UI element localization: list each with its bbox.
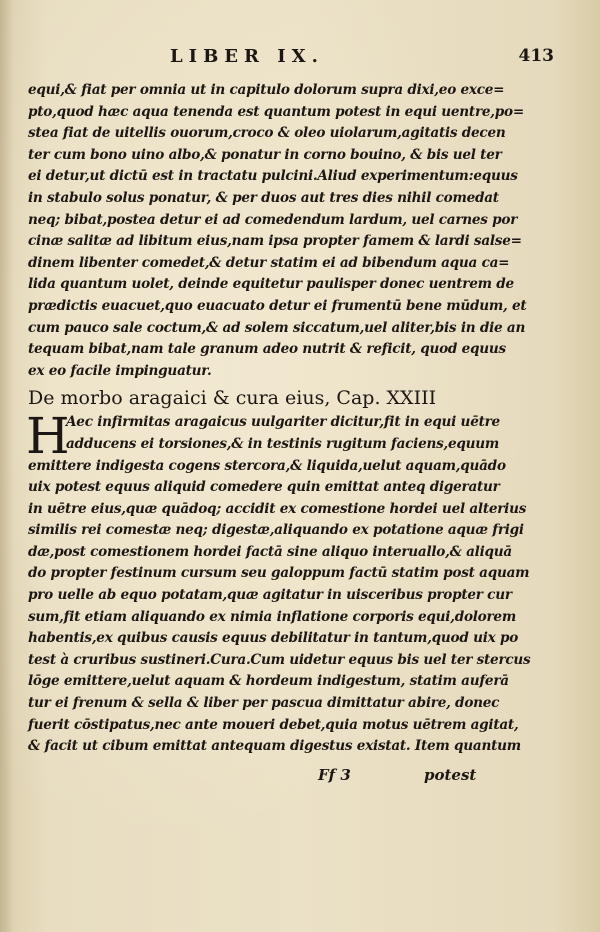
text-line: uix potest equus aliquid comedere quin emittat anteq digeratur (28, 479, 500, 496)
text-line: prædictis euacuet,quo euacuato detur ei frumentū bene mūdum, et (28, 297, 527, 314)
page-number: 413 (518, 46, 554, 66)
text-line: lida quantum uolet, deinde equitetur paulisper donec uentrem de (28, 276, 514, 293)
text-line: fuerit cōstipatus,nec ante moueri debet,quia motus uētrem agitat, (28, 716, 519, 733)
paragraph-1 (28, 80, 527, 382)
text-line: dæ,post comestionem hordei factā sine aliquo interuallo,& aliquā (28, 543, 512, 560)
text-line: in stabulo solus ponatur, & per duos aut tres dies nihil comedat (28, 189, 499, 206)
text-line: ex eo facile impinguatur. (28, 362, 212, 379)
text-line: equi,& fiat per omnia ut in capitulo dolorum supra dixi,eo exce= (28, 82, 505, 98)
body-text (26, 80, 531, 758)
text-line: in uētre eius,quæ quādoq; accidit ex comestione hordei uel alterius (28, 500, 527, 517)
text-line: pro uelle ab equo potatam,quæ agitatur in uisceribus propter cur (28, 587, 512, 604)
text-line: adducens ei torsiones,& in testinis rugitum faciens,equum (66, 435, 500, 452)
drop-cap: H (26, 407, 70, 466)
paragraph-2 (26, 407, 531, 758)
text-line: Aec infirmitas aragaicus uulgariter dicitur,fit in equi uētre (66, 414, 500, 431)
text-line: emittere indigesta cogens stercora,& liquida,uelut aquam,quādo (28, 457, 506, 474)
spine-shadow (0, 0, 14, 932)
text-line: ei detur,ut dictū est in tractatu pulcini.Aliud experimentum:equus (28, 168, 518, 185)
text-line: ter cum bono uino albo,& ponatur in corno bouino, & bis uel ter (28, 146, 502, 163)
text-line: dinem libenter comedet,& detur statim ei ad bibendum aqua ca= (28, 254, 510, 271)
text-line: similis rei comestæ neq; digestæ,aliquando ex potatione aquæ frigi (28, 522, 524, 539)
text-line: tequam bibat,nam tale granum adeo nutrit & reficit, quod equus (28, 341, 506, 358)
page-footer (318, 766, 477, 788)
text-line: tur ei frenum & sella & liber per pascua dimittatur abire, donec (28, 695, 500, 712)
catchword: potest (424, 766, 477, 784)
signature-mark: Ff 3 (318, 766, 351, 784)
text-line: sum,fit etiam aliquando ex nimia inflatione corporis equi,dolorem (28, 608, 516, 625)
running-title: LIBER IX. (170, 46, 324, 67)
chapter-heading: De morbo aragaici & cura eius, Cap. XXIII (28, 387, 437, 410)
text-line: lōge emittere,uelut aquam & hordeum indigestum, statim auferā (28, 673, 509, 690)
text-line: habentis,ex quibus causis equus debilitatur in tantum,quod uix po (28, 630, 519, 647)
text-line: pto,quod hæc aqua tenenda est quantum potest in equi uentre,po= (28, 103, 524, 120)
text-line: cum pauco sale coctum,& ad solem siccatum,uel aliter,bis in die an (28, 319, 526, 336)
text-line: & facit ut cibum emittat antequam digestus existat. Item quantum (28, 738, 521, 755)
page-header (28, 46, 568, 76)
text-line: stea fiat de uitellis ouorum,croco & oleo uiolarum,agitatis decen (28, 125, 506, 142)
text-line: test à cruribus sustineri.Cura.Cum uidetur equus bis uel ter stercus (28, 651, 531, 668)
text-line: do propter festinum cursum seu galoppum factū statim post aquam (28, 565, 530, 582)
text-line: cinæ salitæ ad libitum eius,nam ipsa propter famem & lardi salse= (28, 233, 522, 250)
text-line: neq; bibat,postea detur ei ad comedendum lardum, uel carnes por (28, 211, 518, 228)
